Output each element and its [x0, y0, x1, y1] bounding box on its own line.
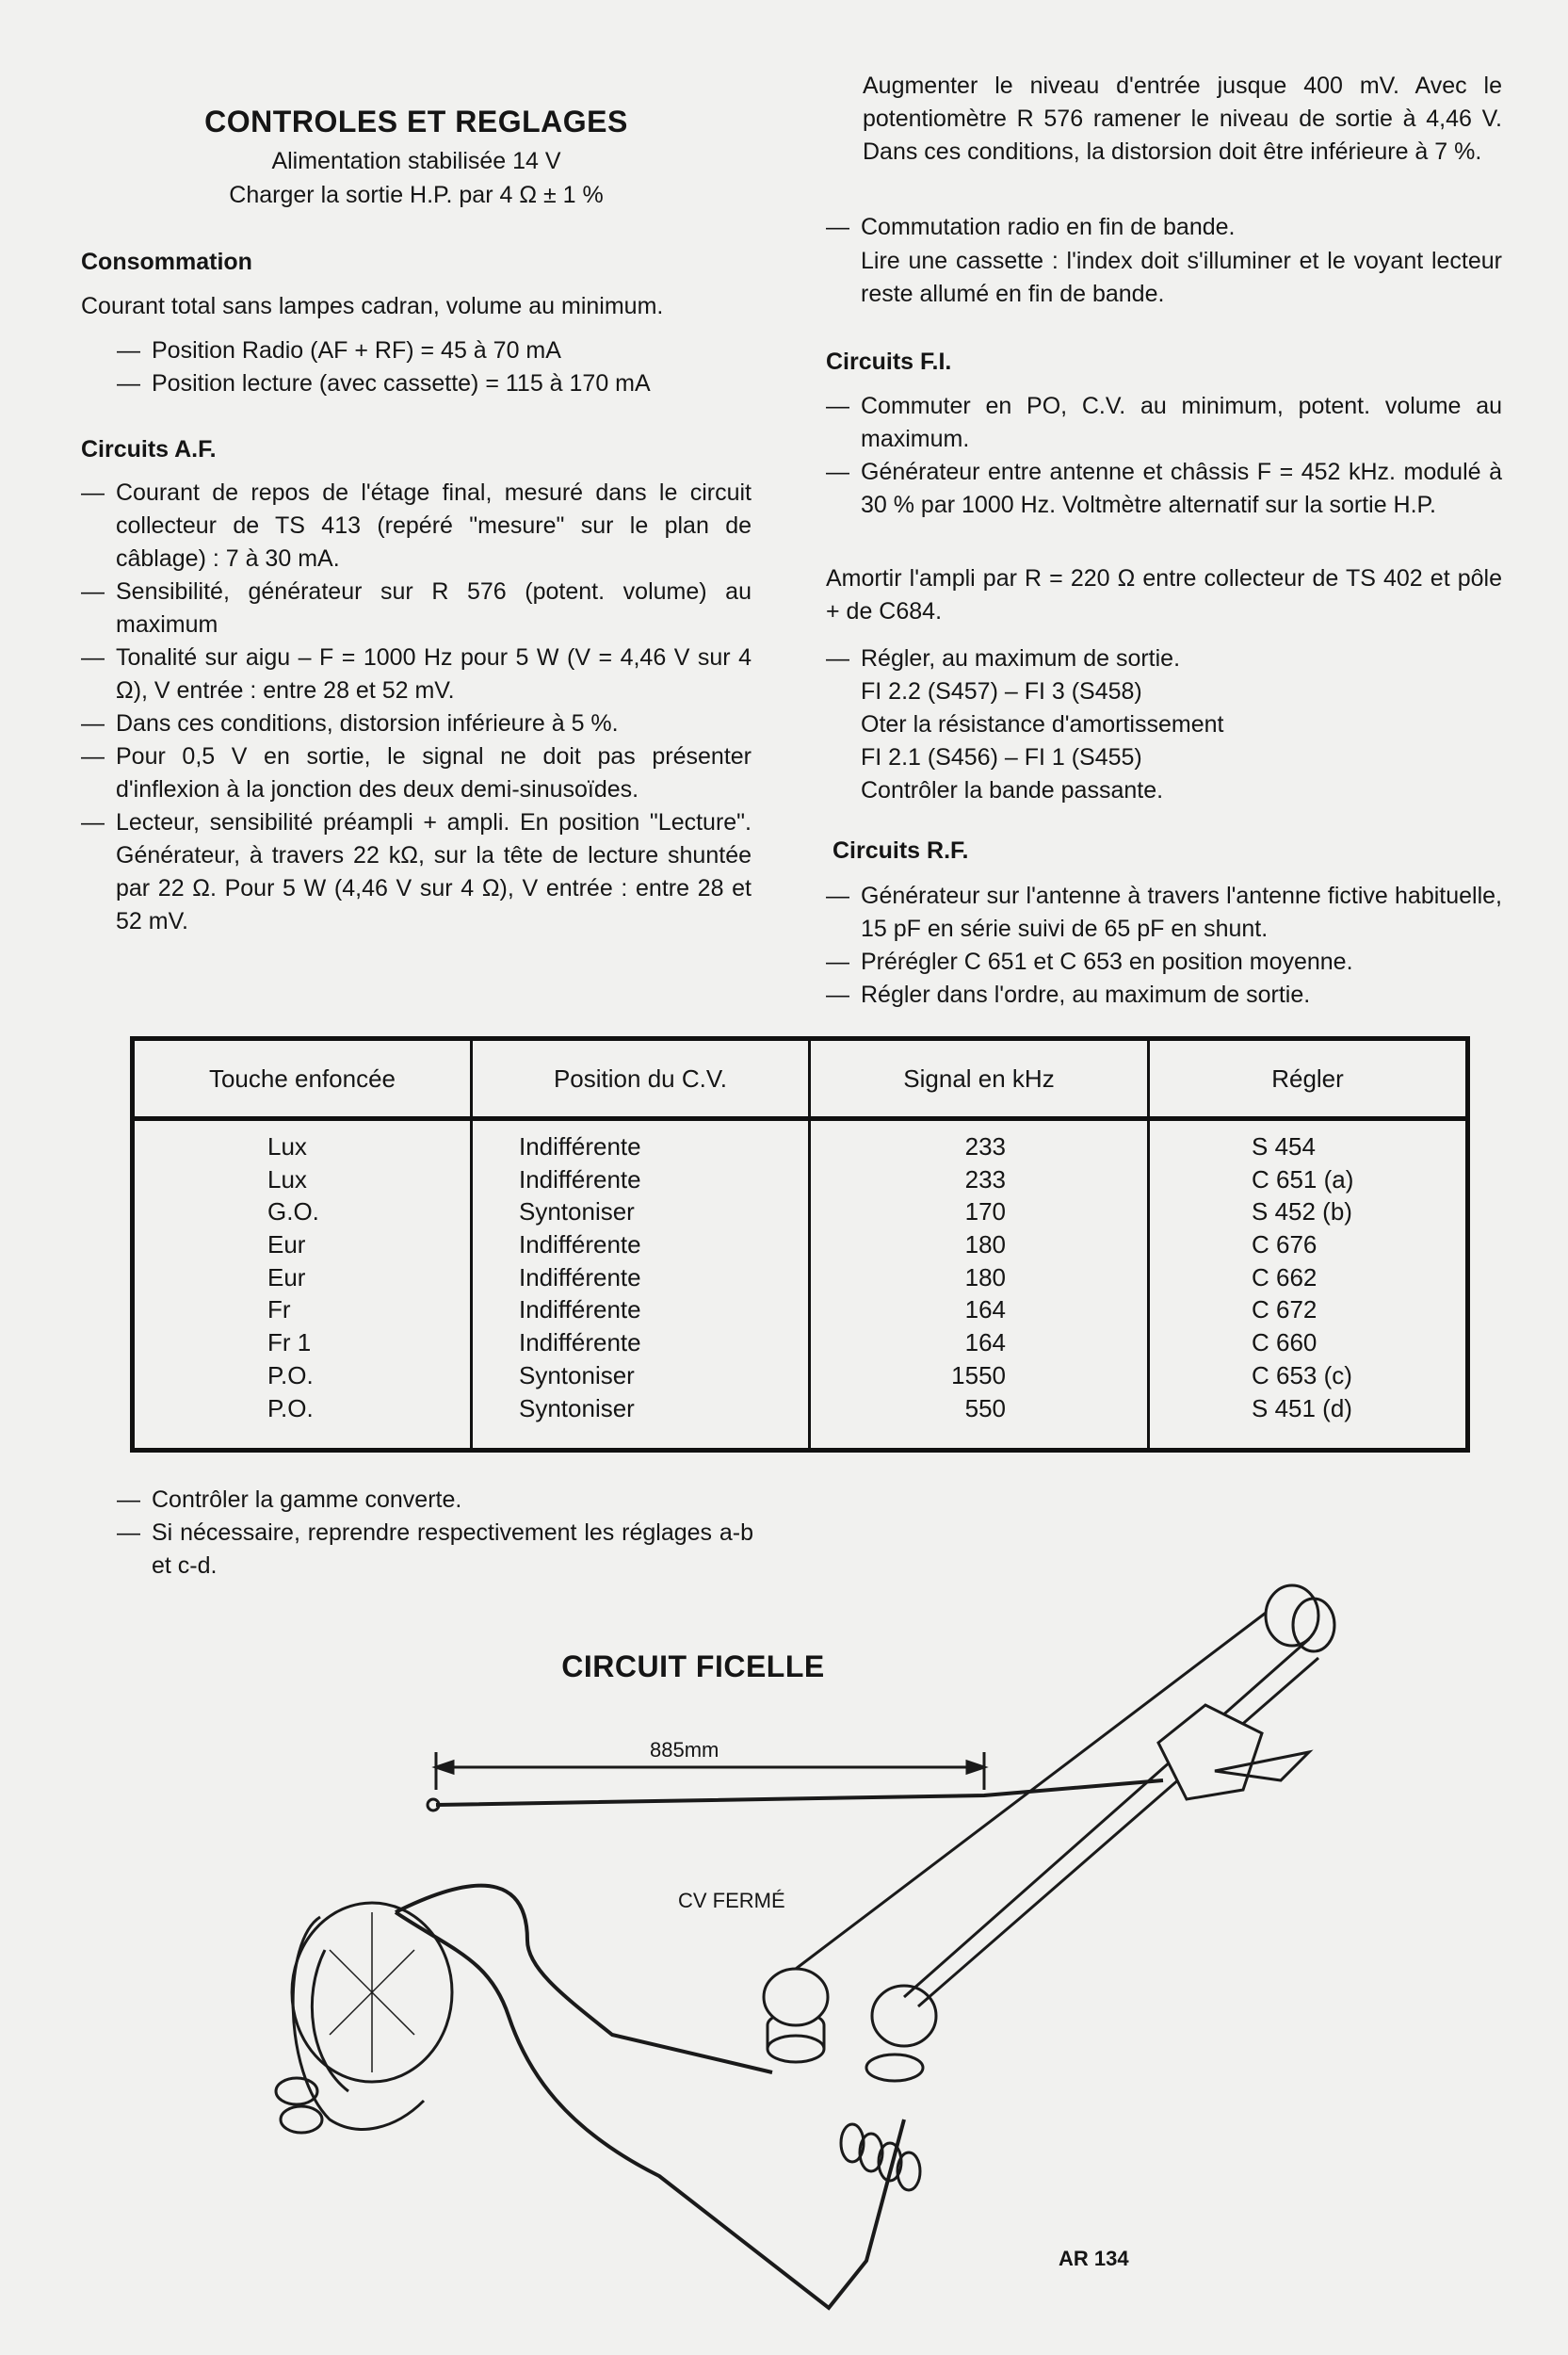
subtitle-power: Alimentation stabilisée 14 V — [271, 148, 561, 174]
table-cell: Indifférente — [519, 1230, 641, 1259]
column-header: Régler — [1149, 1039, 1468, 1119]
list-item: — Contrôler la gamme converte. — [117, 1486, 462, 1513]
table-cell: S 454 — [1252, 1132, 1316, 1161]
subtitle-load: Charger la sortie H.P. par 4 Ω ± 1 % — [229, 182, 604, 208]
table-cell: S 452 (b) — [1252, 1197, 1352, 1226]
pulley-left — [764, 1969, 828, 2062]
table-cell: Fr — [267, 1295, 291, 1324]
table-cell: Indifférente — [519, 1164, 641, 1194]
figure-ref: AR 134 — [1059, 2247, 1129, 2270]
table-cell: Syntoniser — [519, 1393, 635, 1422]
table-cell: 170 — [964, 1197, 1006, 1226]
list-item: — Position lecture (avec cassette) = 115 à 170 mA — [117, 370, 651, 397]
list-item: — Position Radio (AF + RF) = 45 à 70 mA — [117, 337, 561, 364]
list-item: — Sensibilité, générateur sur R 576 (potent. volume) au maximum — [81, 578, 752, 638]
table-cell: Indifférente — [519, 1132, 641, 1161]
table-cell: Eur — [267, 1262, 306, 1291]
list-item: — Régler dans l'ordre, au maximum de sortie. — [826, 982, 1311, 1008]
table-cell: Indifférente — [519, 1295, 641, 1324]
string-straight — [436, 1780, 1163, 1805]
column-header: Touche enfoncée — [133, 1039, 472, 1119]
heading-af: Circuits A.F. — [81, 436, 217, 463]
heading-fi: Circuits F.I. — [826, 349, 952, 375]
list-item: — Générateur entre antenne et châssis F = 452 kHz. modulé à 30 % par 1000 Hz. Voltmètre alternatif sur la sortie H.P. — [826, 459, 1502, 518]
spring — [841, 2124, 920, 2190]
pulley-top — [1266, 1585, 1334, 1651]
list-item: — Commuter en PO, C.V. au minimum, potent. volume au maximum. — [826, 393, 1502, 452]
table-cell: C 651 (a) — [1252, 1164, 1354, 1194]
regler-steps: — Régler, au maximum de sortie. FI 2.2 (S457) – FI 3 (S458) Oter la résistance d'amortissement FI 2.1 (S456) – FI 1 (S455) Contrôler la bande passante. — [826, 645, 1224, 804]
table-cell: Syntoniser — [519, 1360, 635, 1389]
table-cell: Eur — [267, 1230, 306, 1259]
table-cell: C 653 (c) — [1252, 1360, 1352, 1389]
string-loop — [396, 1886, 904, 2308]
list-item: — Si nécessaire, reprendre respectivement les réglages a-b et c-d. — [117, 1519, 753, 1579]
amortir-paragraph: Amortir l'ampli par R = 220 Ω entre collecteur de TS 402 et pôle + de C684. — [826, 565, 1502, 625]
list-item: — Lecteur, sensibilité préampli + ampli. En position "Lecture". Générateur, à travers 22 kΩ, sur la tête de lecture shuntée par 22 Ω. Pour 5 W (4,46 V sur 4 Ω), V entrée : entre 28 et 52 mV. — [81, 809, 752, 934]
heading-rf: Circuits R.F. — [832, 837, 969, 864]
dimension-label: 885mm — [650, 1738, 719, 1762]
pointer-rail — [796, 1601, 1318, 2006]
table-cell: C 676 — [1252, 1230, 1317, 1259]
table-cell: Fr 1 — [267, 1328, 312, 1357]
list-item: — Prérégler C 651 et C 653 en position moyenne. — [826, 949, 1353, 975]
dial-drum — [276, 1903, 452, 2133]
figure-title: CIRCUIT FICELLE — [561, 1649, 825, 1683]
table-cell: 550 — [964, 1393, 1006, 1422]
lire-paragraph: Lire une cassette : l'index doit s'illuminer et le voyant lecteur reste allumé en fin de bande. — [861, 248, 1502, 307]
table-cell: Lux — [267, 1132, 307, 1161]
list-item: — Générateur sur l'antenne à travers l'antenne fictive habituelle, 15 pF en série suivi de 65 pF en shunt. — [826, 883, 1502, 942]
table-cell: S 451 (d) — [1252, 1393, 1352, 1422]
table-cell: Indifférente — [519, 1262, 641, 1291]
cv-ferme-label: CV FERMÉ — [678, 1889, 785, 1912]
table-cell: 233 — [964, 1164, 1006, 1194]
table-cell: 180 — [964, 1230, 1006, 1259]
table-cell: Indifférente — [519, 1328, 641, 1357]
list-item: — Pour 0,5 V en sortie, le signal ne doit pas présenter d'inflexion à la jonction des deux demi-sinusoïdes. — [81, 743, 752, 803]
list-item: — Tonalité sur aigu – F = 1000 Hz pour 5 W (V = 4,46 V sur 4 Ω), V entrée : entre 28 et 52 mV. — [81, 644, 752, 704]
table-cell: P.O. — [267, 1393, 314, 1422]
consommation-intro: Courant total sans lampes cadran, volume au minimum. — [81, 293, 664, 319]
table-cell: C 672 — [1252, 1295, 1317, 1324]
table-cell: 164 — [964, 1328, 1006, 1357]
heading-consommation: Consommation — [81, 249, 252, 275]
table-cell: 1550 — [951, 1360, 1006, 1389]
table-cell: 233 — [964, 1132, 1006, 1161]
table-cell: C 660 — [1252, 1328, 1317, 1357]
table-cell: Syntoniser — [519, 1197, 635, 1226]
list-item: — Courant de repos de l'étage final, mesuré dans le circuit collecteur de TS 413 (repéré "mesure" sur le plan de câblage) : 7 à 30 mA. — [81, 479, 752, 572]
table-cell: P.O. — [267, 1360, 314, 1389]
column-header: Position du C.V. — [472, 1039, 810, 1119]
table-cell: Lux — [267, 1164, 307, 1194]
table-cell: C 662 — [1252, 1262, 1317, 1291]
dimension-line — [436, 1752, 984, 1790]
intro-paragraph: Augmenter le niveau d'entrée jusque 400 mV. Avec le potentiomètre R 576 ramener le niveau de sortie à 4,46 V. Dans ces conditions, la distorsion doit être inférieure à 7 %. — [863, 73, 1502, 165]
list-item: — Dans ces conditions, distorsion inférieure à 5 %. — [81, 710, 619, 737]
column-header: Signal en kHz — [810, 1039, 1149, 1119]
section-title: CONTROLES ET REGLAGES — [204, 105, 628, 138]
table-cell: 164 — [964, 1295, 1006, 1324]
table-cell: 180 — [964, 1262, 1006, 1291]
commutation-item: — Commutation radio en fin de bande. — [826, 214, 1236, 240]
table-cell: G.O. — [267, 1197, 319, 1226]
